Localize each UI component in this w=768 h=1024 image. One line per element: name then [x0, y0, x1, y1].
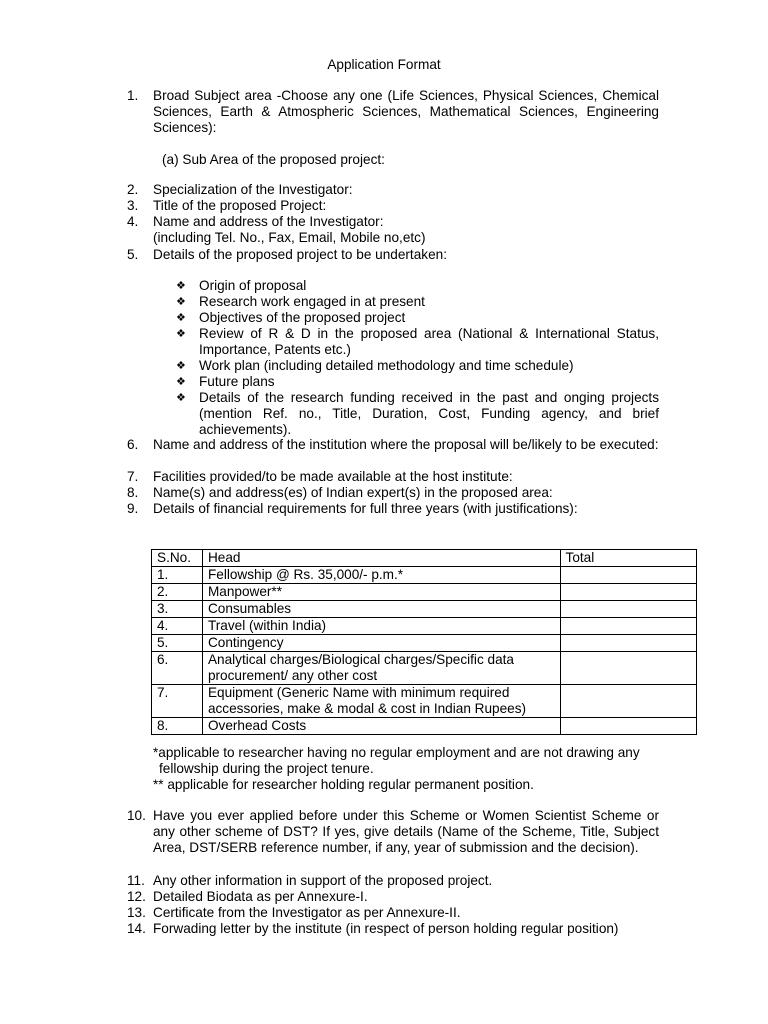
cell-head: Contingency [202, 635, 560, 652]
footnote-double-asterisk: ** applicable for researcher holding regular permanent position. [153, 777, 534, 792]
bullet-text: Work plan (including detailed methodology and time schedule) [199, 358, 574, 373]
cell-sno: 7. [152, 685, 203, 718]
list-item-1 [127, 88, 659, 137]
list-item-4 [127, 214, 659, 246]
cell-head: Overhead Costs [202, 718, 560, 735]
cell-total [560, 685, 696, 718]
item-text: Facilities provided/to be made available at the host institute: [153, 469, 513, 484]
cell-total [560, 718, 696, 735]
table-row [152, 601, 697, 618]
item-number: 12. [127, 889, 146, 904]
item-number: 10. [127, 808, 146, 823]
cell-head: Equipment (Generic Name with minimum required accessories, make & modal & cost in Indian Rupees) [202, 685, 560, 718]
footnote-single-asterisk: *applicable to researcher having no regular employment and are not drawing any [153, 745, 640, 760]
list-item-12 [127, 889, 659, 905]
list-item-6 [127, 437, 659, 453]
bullet-text: Research work engaged in at present [199, 294, 425, 309]
bullet-item [176, 310, 659, 326]
footnote-continued: fellowship during the project tenure. [159, 761, 374, 776]
item-number: 7. [127, 469, 139, 484]
item-number: 11. [127, 873, 145, 888]
cell-sno: 4. [152, 618, 203, 635]
list-item-5 [127, 247, 659, 263]
diamond-bullet-icon: ❖ [176, 376, 186, 388]
cell-head: Manpower** [202, 584, 560, 601]
cell-sno: 3. [152, 601, 203, 618]
diamond-bullet-icon: ❖ [176, 328, 186, 340]
list-item-14 [127, 921, 659, 937]
item-text: Details of financial requirements for full three years (with justifications): [153, 501, 578, 516]
cell-total [560, 652, 696, 685]
header-total: Total [560, 550, 696, 567]
table-row [152, 718, 697, 735]
item-text: Name and address of the institution where the proposal will be/likely to be executed: [153, 437, 659, 452]
list-item-3 [127, 198, 659, 214]
cell-total [560, 618, 696, 635]
item-text-continued: (including Tel. No., Fax, Email, Mobile no,etc) [153, 230, 426, 246]
item-number: 1. [127, 88, 139, 103]
table-row [152, 567, 697, 584]
cell-head: Travel (within India) [202, 618, 560, 635]
item-number: 3. [127, 198, 139, 213]
cell-sno: 1. [152, 567, 203, 584]
header-sno: S.No. [152, 550, 203, 567]
item-number: 5. [127, 247, 139, 262]
bullet-text: Objectives of the proposed project [199, 310, 406, 325]
list-item-10 [127, 808, 659, 857]
table-header-row [152, 550, 697, 567]
diamond-bullet-icon: ❖ [176, 312, 186, 324]
item-text: Forwading letter by the institute (in respect of person holding regular position) [153, 921, 619, 936]
item-text: Have you ever applied before under this Scheme or Women Scientist Scheme or any other scheme of DST? If yes, give details (Name of the Scheme, Title, Subject Area, DST/SERB reference number, if any, year of submission and the decision). [153, 808, 659, 856]
cell-sno: 2. [152, 584, 203, 601]
diamond-bullet-icon: ❖ [176, 296, 186, 308]
item-text: Title of the proposed Project: [153, 198, 327, 213]
item-text: Any other information in support of the proposed project. [153, 873, 493, 888]
header-head: Head [202, 550, 560, 567]
diamond-bullet-icon: ❖ [176, 392, 186, 404]
table-row [152, 652, 697, 685]
item-text: Broad Subject area -Choose any one (Life Sciences, Physical Sciences, Chemical Sciences, Earth & Atmospheric Sciences, Mathematical Sciences, Engineering Sciences): [153, 88, 659, 136]
cell-total [560, 635, 696, 652]
cell-sno: 6. [152, 652, 203, 685]
table-row [152, 618, 697, 635]
bullet-text: Origin of proposal [199, 278, 307, 293]
table-row [152, 635, 697, 652]
item-number: 6. [127, 437, 139, 452]
cell-total [560, 601, 696, 618]
list-item-9 [127, 501, 659, 517]
sub-area-label: (a) Sub Area of the proposed project: [162, 152, 385, 167]
bullet-text: Details of the research funding received in the past and onging projects (mention Ref. no., Title, Duration, Cost, Funding agency, and brief achievements). [199, 390, 659, 438]
cell-head: Analytical charges/Biological charges/Specific data procurement/ any other cost [202, 652, 560, 685]
item-number: 13. [127, 905, 146, 920]
page-title: Application Format [327, 57, 441, 72]
bullet-text: Future plans [199, 374, 275, 389]
bullet-item [176, 374, 659, 390]
bullet-item [176, 326, 659, 358]
list-item-2 [127, 182, 659, 198]
diamond-bullet-icon: ❖ [176, 360, 186, 372]
item-text: Name and address of the Investigator: [153, 214, 384, 229]
cell-total [560, 584, 696, 601]
bullet-item [176, 390, 659, 439]
item-number: 8. [127, 485, 139, 500]
cell-head: Consumables [202, 601, 560, 618]
table-row [152, 584, 697, 601]
item-text: Specialization of the Investigator: [153, 182, 353, 197]
table-row [152, 685, 697, 718]
financial-requirements-table [151, 549, 697, 735]
bullet-text: Review of R & D in the proposed area (National & International Status, Importance, Patents etc.) [199, 326, 659, 358]
list-item-8 [127, 485, 659, 501]
list-item-7 [127, 469, 659, 485]
item-text: Certificate from the Investigator as per Annexure-II. [153, 905, 461, 920]
bullet-item [176, 294, 659, 310]
item-number: 9. [127, 501, 139, 516]
list-item-13 [127, 905, 659, 921]
bullet-item [176, 278, 659, 294]
list-item-11 [127, 873, 659, 889]
diamond-bullet-icon: ❖ [176, 280, 186, 292]
item-text: Detailed Biodata as per Annexure-I. [153, 889, 368, 904]
cell-sno: 8. [152, 718, 203, 735]
bullet-item [176, 358, 659, 374]
cell-total [560, 567, 696, 584]
item-number: 2. [127, 182, 139, 197]
item-text: Name(s) and address(es) of Indian expert(s) in the proposed area: [153, 485, 553, 500]
cell-sno: 5. [152, 635, 203, 652]
item-number: 14. [127, 921, 146, 936]
cell-head: Fellowship @ Rs. 35,000/- p.m.* [202, 567, 560, 584]
item-number: 4. [127, 214, 139, 229]
item-text: Details of the proposed project to be undertaken: [153, 247, 447, 262]
